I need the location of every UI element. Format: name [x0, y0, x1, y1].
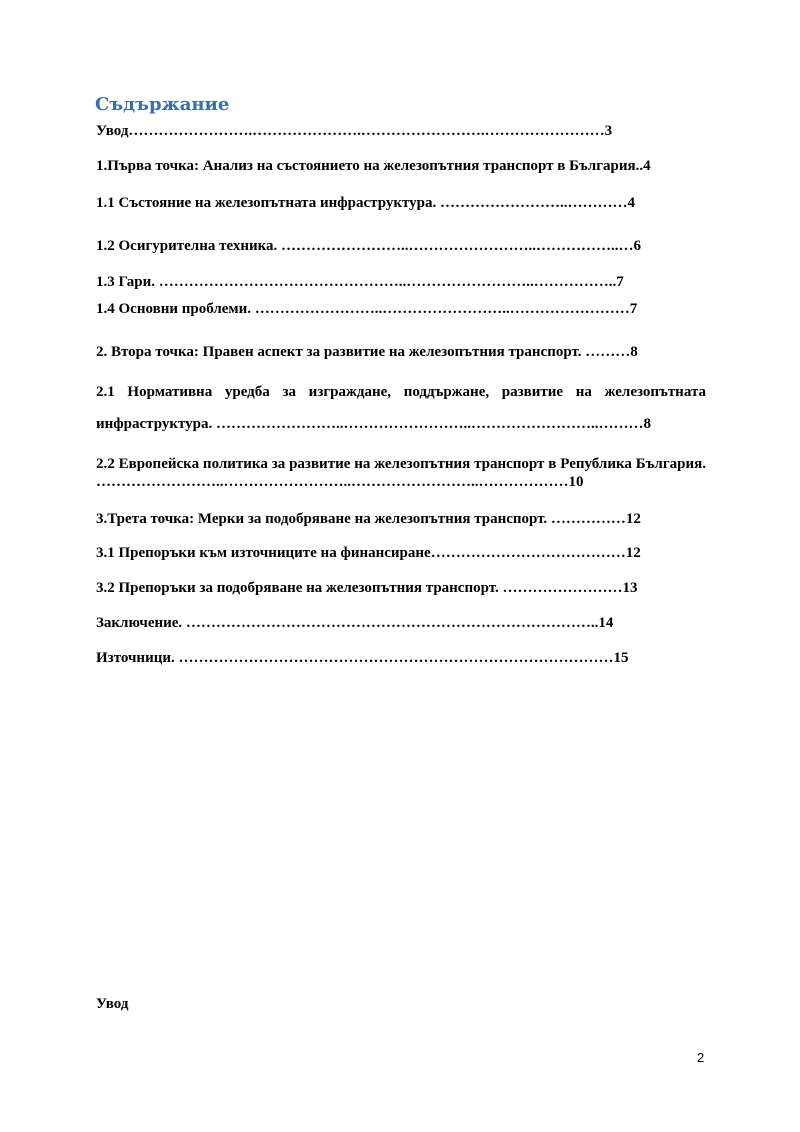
toc-entry-2-1[interactable]: 2.1 Нормативна уредба за изграждане, поддържане, развитие на железопътната инфраструктура. ……………………..……………………..……………………..………8 — [96, 384, 706, 432]
toc-entry-3-1[interactable]: 3.1 Препоръки към източниците на финансиране…………………………………12 — [96, 545, 641, 561]
toc-entry-conclusion[interactable]: Заключение. ………………………………………………………………………..14 — [96, 615, 614, 631]
next-section-heading: Увод — [96, 996, 129, 1012]
toc-entry-1-1[interactable]: 1.1 Състояние на железопътната инфраструктура. ……………………..…………4 — [96, 195, 635, 211]
toc-entry-1-4[interactable]: 1.4 Основни проблеми. ……………………..……………………..……………………7 — [96, 301, 638, 317]
toc-entry-1-2[interactable]: 1.2 Осигурителна техника. ……………………..……………………..……………..…6 — [96, 238, 642, 254]
toc-entry-2-2[interactable]: 2.2 Европейска политика за развитие на железопътния транспорт в Република България. ……………………..……………………..……………………..………………10 — [96, 456, 706, 490]
page-number: 2 — [697, 1050, 705, 1065]
toc-entry-2[interactable]: 2. Втора точка: Правен аспект за развитие на железопътния транспорт. ………8 — [96, 344, 638, 360]
toc-entry-1-3[interactable]: 1.3 Гари. …………………………………………..……………………..……………..7 — [96, 274, 624, 290]
toc-entry-3[interactable]: 3.Трета точка: Мерки за подобряване на железопътния транспорт. ……………12 — [96, 511, 641, 527]
toc-entry-1[interactable]: 1.Първа точка: Анализ на състоянието на железопътния транспорт в България..4 — [96, 158, 651, 174]
toc-entry-sources[interactable]: Източници. ……………………………………………………………………………15 — [96, 650, 629, 666]
toc-entry-3-2[interactable]: 3.2 Препоръки за подобряване на железопътния транспорт. ……………………13 — [96, 580, 638, 596]
toc-entry-intro[interactable]: Увод…………………….………………….…………………….……………………3 — [96, 123, 613, 139]
toc-title: Съдържание — [95, 94, 230, 115]
